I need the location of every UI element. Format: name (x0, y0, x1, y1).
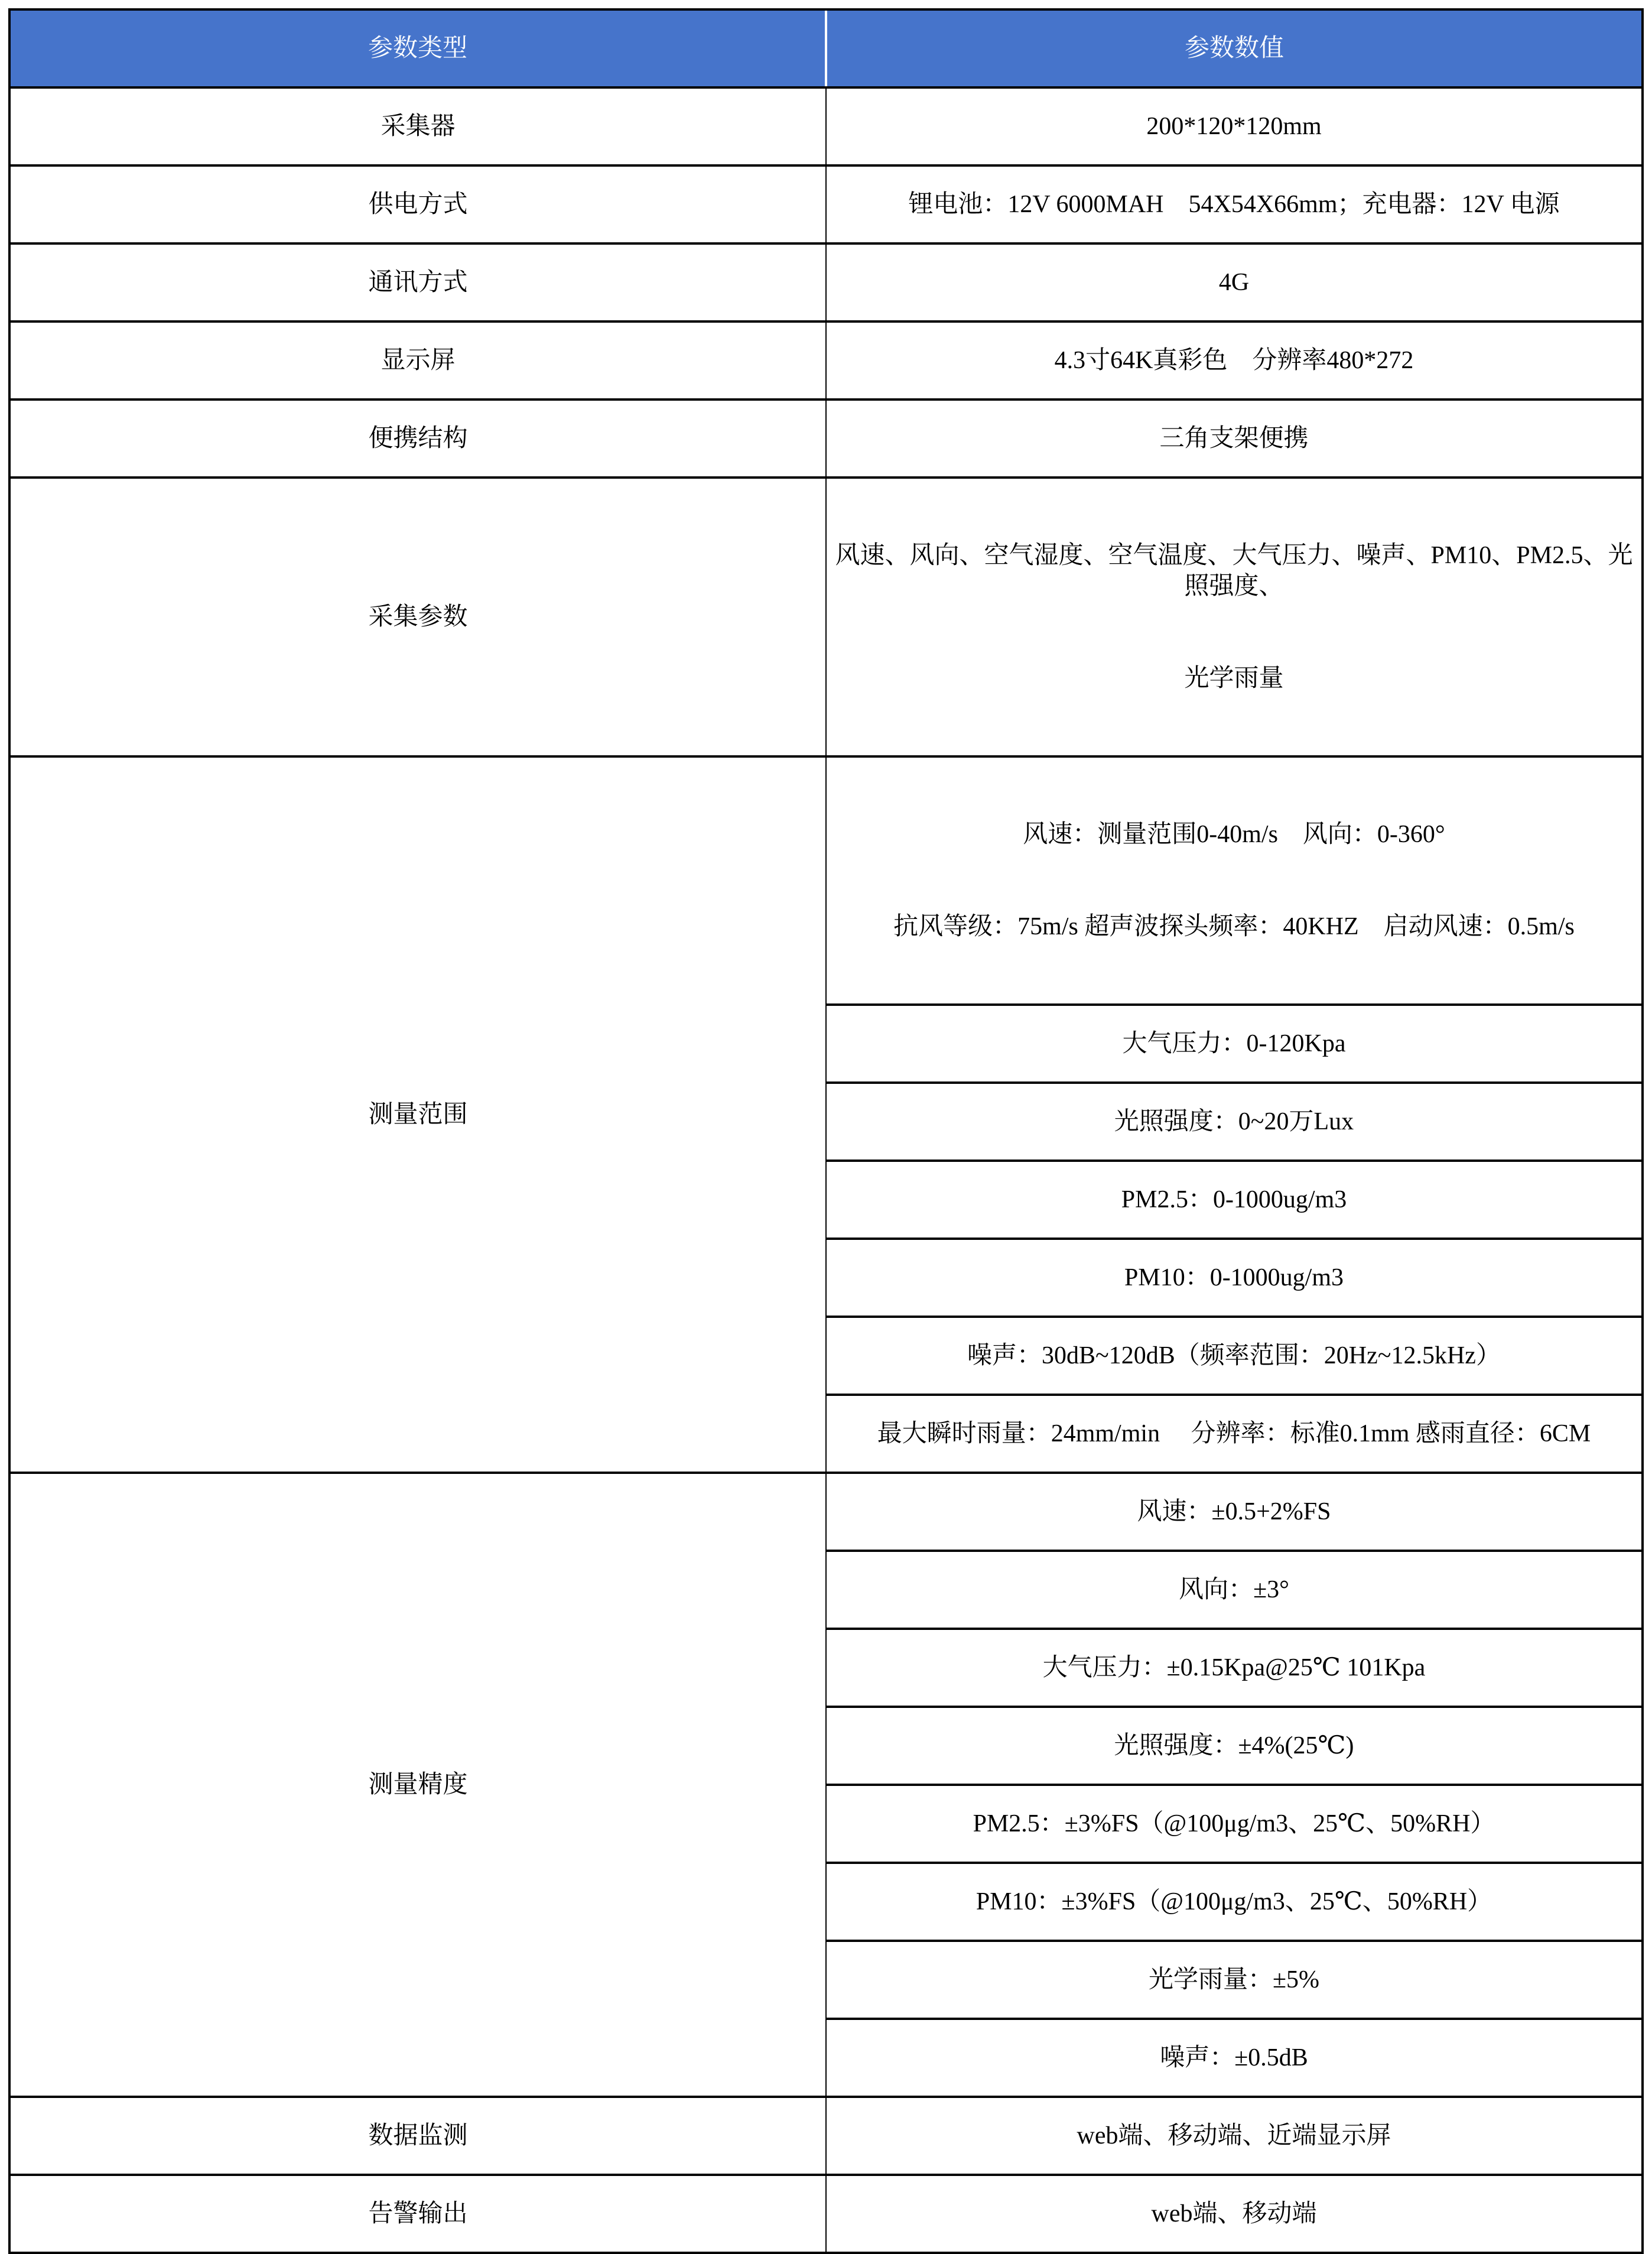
table-row (9, 87, 1643, 165)
table-row (9, 321, 1643, 400)
row-value-cell: 大气压力：0-120Kpa (826, 1005, 1643, 1083)
table-row (9, 478, 1643, 756)
row-label-cell: 采集参数 (9, 478, 826, 756)
row-value-cell: 最大瞬时雨量：24mm/min 分辨率：标准0.1mm 感雨直径：6CM (826, 1395, 1643, 1473)
row-label-cell: 便携结构 (9, 400, 826, 478)
row-value-cell: PM10：±3%FS（@100μg/m3、25℃、50%RH） (826, 1863, 1643, 1941)
row-value-cell: 噪声：±0.5dB (826, 2019, 1643, 2097)
table-row (9, 2175, 1643, 2253)
header-row (9, 9, 1643, 87)
table-row (9, 400, 1643, 478)
row-value-cell: PM2.5：0-1000ug/m3 (826, 1161, 1643, 1239)
row-value-cell: PM2.5：±3%FS（@100μg/m3、25℃、50%RH） (826, 1785, 1643, 1863)
spec-table (8, 8, 1644, 2254)
row-value-cell: 光学雨量：±5% (826, 1941, 1643, 2019)
row-value-cell: 4.3寸64K真彩色 分辨率480*272 (826, 321, 1643, 400)
table-row (9, 756, 1643, 1005)
row-label-cell: 告警输出 (9, 2175, 826, 2253)
row-value-cell: PM10：0-1000ug/m3 (826, 1239, 1643, 1317)
row-value-cell: web端、移动端 (826, 2175, 1643, 2253)
range-group-label-cell: 测量范围 (9, 756, 826, 1473)
row-value-cell: 光照强度：0~20万Lux (826, 1083, 1643, 1161)
row-label-cell: 数据监测 (9, 2097, 826, 2175)
row-value-cell: 200*120*120mm (826, 87, 1643, 165)
row-label-cell: 供电方式 (9, 165, 826, 243)
row-label-cell: 通讯方式 (9, 243, 826, 321)
row-value-cell: 风速：±0.5+2%FS (826, 1473, 1643, 1551)
row-value-cell: 锂电池：12V 6000MAH 54X54X66mm；充电器：12V 电源 (826, 165, 1643, 243)
row-value-cell (826, 756, 1643, 1005)
table-row (9, 1473, 1643, 1551)
value-line: 抗风等级：75m/s 超声波探头频率：40KHZ 启动风速：0.5m/s (893, 913, 1575, 940)
row-label-cell: 采集器 (9, 87, 826, 165)
value-line: 风速、风向、空气湿度、空气温度、大气压力、噪声、PM10、PM2.5、光照强度、 (835, 542, 1633, 600)
row-value-cell: 三角支架便携 (826, 400, 1643, 478)
row-label-cell: 显示屏 (9, 321, 826, 400)
param-type-header: 参数类型 (9, 9, 826, 87)
row-value-cell: 大气压力：±0.15Kpa@25℃ 101Kpa (826, 1629, 1643, 1707)
row-value-cell: 光照强度：±4%(25℃) (826, 1707, 1643, 1785)
value-line: 光学雨量 (1184, 665, 1284, 692)
param-value-header: 参数数值 (826, 9, 1643, 87)
row-value-cell: 风向：±3° (826, 1551, 1643, 1629)
precision-group-label-cell: 测量精度 (9, 1473, 826, 2097)
row-value-cell: web端、移动端、近端显示屏 (826, 2097, 1643, 2175)
row-value-cell (826, 478, 1643, 756)
table-row (9, 243, 1643, 321)
value-line: 风速：测量范围0-40m/s 风向：0-360° (1023, 821, 1445, 848)
table-row (9, 165, 1643, 243)
row-value-cell: 噪声：30dB~120dB（频率范围：20Hz~12.5kHz） (826, 1317, 1643, 1395)
table-row (9, 2097, 1643, 2175)
row-value-cell: 4G (826, 243, 1643, 321)
